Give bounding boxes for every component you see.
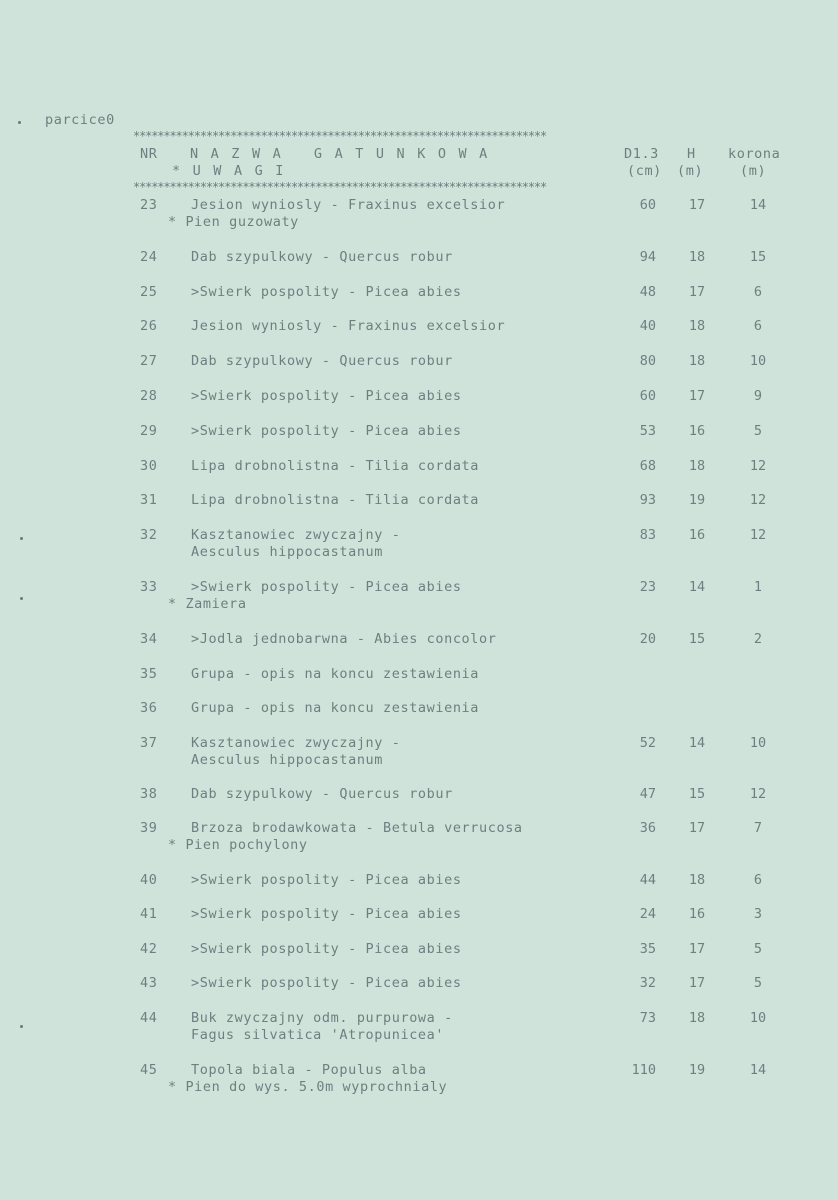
crown-value: 6 <box>753 872 763 888</box>
crown-value: 2 <box>753 631 763 647</box>
header-uwagi: * U W A G I <box>172 163 286 179</box>
row-note: * Pien pochylony <box>168 837 308 853</box>
species-name: >Swierk pospolity - Picea abies <box>191 579 462 595</box>
separator-header: ******************************************************************** <box>133 180 547 194</box>
table-row <box>0 458 838 494</box>
diameter-value: 52 <box>639 735 656 751</box>
species-name: Dab szypulkowy - Quercus robur <box>191 249 453 265</box>
crown-value: 12 <box>749 786 767 802</box>
height-value: 17 <box>688 941 706 957</box>
species-name: Grupa - opis na koncu zestawienia <box>191 700 480 716</box>
species-name: Grupa - opis na koncu zestawienia <box>191 666 480 682</box>
diameter-value: 60 <box>639 388 656 404</box>
species-name: >Swierk pospolity - Picea abies <box>191 975 462 991</box>
height-value: 18 <box>688 318 706 334</box>
species-name: >Swierk pospolity - Picea abies <box>191 906 462 922</box>
table-row <box>0 666 838 702</box>
diameter-value: 83 <box>639 527 656 543</box>
height-value: 16 <box>688 527 706 543</box>
height-value: 18 <box>688 353 706 369</box>
table-row <box>0 786 838 822</box>
diameter-value: 80 <box>639 353 656 369</box>
table-row <box>0 492 838 528</box>
table-row <box>0 423 838 459</box>
crown-value: 10 <box>749 735 767 751</box>
row-number: 23 <box>140 197 158 213</box>
crown-value: 9 <box>753 388 763 404</box>
diameter-value: 36 <box>639 820 656 836</box>
row-number: 29 <box>140 423 158 439</box>
diameter-value: 47 <box>639 786 656 802</box>
row-note: * Pien do wys. 5.0m wyprochnialy <box>168 1079 448 1095</box>
separator-top: ******************************************************************** <box>133 129 547 143</box>
crown-value: 6 <box>753 284 763 300</box>
height-value: 19 <box>688 1062 706 1078</box>
crown-value: 12 <box>749 492 767 508</box>
row-note: * Zamiera <box>168 596 247 612</box>
table-row <box>0 353 838 389</box>
table-row <box>0 906 838 942</box>
diameter-value: 110 <box>631 1062 656 1078</box>
table-row <box>0 735 838 771</box>
header-name: N A Z W A G A T U N K O W A <box>190 146 490 162</box>
header-unit-k: (m) <box>740 163 767 179</box>
row-number: 26 <box>140 318 158 334</box>
row-note: * Pien guzowaty <box>168 214 299 230</box>
species-name: Jesion wyniosly - Fraxinus excelsior <box>191 318 506 334</box>
species-name: >Swierk pospolity - Picea abies <box>191 941 462 957</box>
row-number: 27 <box>140 353 158 369</box>
height-value: 19 <box>688 492 706 508</box>
species-name: >Swierk pospolity - Picea abies <box>191 284 462 300</box>
diameter-value: 48 <box>639 284 656 300</box>
table-row <box>0 941 838 977</box>
diameter-value: 40 <box>639 318 656 334</box>
row-number: 31 <box>140 492 158 508</box>
height-value: 17 <box>688 388 706 404</box>
species-name: Buk zwyczajny odm. purpurowa - Fagus silvatica 'Atropunicea' <box>191 1010 453 1043</box>
crown-value: 10 <box>749 353 767 369</box>
height-value: 17 <box>688 284 706 300</box>
species-name: Dab szypulkowy - Quercus robur <box>191 353 453 369</box>
height-value: 17 <box>688 975 706 991</box>
table-row <box>0 284 838 320</box>
row-number: 44 <box>140 1010 158 1026</box>
row-number: 40 <box>140 872 158 888</box>
table-row <box>0 318 838 354</box>
species-name: Kasztanowiec zwyczajny - Aesculus hippocastanum <box>191 735 401 768</box>
species-name: Jesion wyniosly - Fraxinus excelsior <box>191 197 506 213</box>
table-row <box>0 700 838 736</box>
diameter-value: 32 <box>639 975 656 991</box>
crown-value: 3 <box>753 906 763 922</box>
row-number: 37 <box>140 735 158 751</box>
header-h: H <box>687 146 696 162</box>
species-name: Dab szypulkowy - Quercus robur <box>191 786 453 802</box>
crown-value: 10 <box>749 1010 767 1026</box>
height-value: 18 <box>688 872 706 888</box>
table-row <box>0 249 838 285</box>
crown-value: 1 <box>753 579 763 595</box>
table-row <box>0 631 838 667</box>
crown-value: 5 <box>753 941 763 957</box>
species-name: >Jodla jednobarwna - Abies concolor <box>191 631 497 647</box>
row-number: 34 <box>140 631 158 647</box>
height-value: 17 <box>688 197 706 213</box>
header-nr: NR <box>140 146 158 162</box>
height-value: 18 <box>688 1010 706 1026</box>
row-number: 41 <box>140 906 158 922</box>
diameter-value: 35 <box>639 941 656 957</box>
height-value: 14 <box>688 579 706 595</box>
diameter-value: 94 <box>639 249 656 265</box>
row-number: 42 <box>140 941 158 957</box>
height-value: 15 <box>688 786 706 802</box>
crown-value: 12 <box>749 458 767 474</box>
table-row <box>0 579 838 615</box>
crown-value: 5 <box>753 975 763 991</box>
row-number: 43 <box>140 975 158 991</box>
diameter-value: 68 <box>639 458 656 474</box>
table-row <box>0 1010 838 1046</box>
header-unit-d: (cm) <box>627 163 662 179</box>
row-number: 30 <box>140 458 158 474</box>
diameter-value: 53 <box>639 423 656 439</box>
row-number: 35 <box>140 666 158 682</box>
table-row <box>0 527 838 563</box>
diameter-value: 93 <box>639 492 656 508</box>
header-korona: korona <box>728 146 781 162</box>
species-name: >Swierk pospolity - Picea abies <box>191 388 462 404</box>
diameter-value: 44 <box>639 872 656 888</box>
diameter-value: 20 <box>639 631 656 647</box>
row-number: 36 <box>140 700 158 716</box>
crown-value: 14 <box>749 1062 767 1078</box>
species-name: Lipa drobnolistna - Tilia cordata <box>191 458 480 474</box>
row-number: 38 <box>140 786 158 802</box>
species-name: Brzoza brodawkowata - Betula verrucosa <box>191 820 523 836</box>
diameter-value: 24 <box>639 906 656 922</box>
table-row <box>0 975 838 1011</box>
height-value: 16 <box>688 906 706 922</box>
crown-value: 5 <box>753 423 763 439</box>
crown-value: 7 <box>753 820 763 836</box>
height-value: 15 <box>688 631 706 647</box>
species-name: >Swierk pospolity - Picea abies <box>191 423 462 439</box>
height-value: 16 <box>688 423 706 439</box>
species-name: Kasztanowiec zwyczajny - Aesculus hippocastanum <box>191 527 401 560</box>
diameter-value: 60 <box>639 197 656 213</box>
header-unit-h: (m) <box>677 163 704 179</box>
crown-value: 6 <box>753 318 763 334</box>
height-value: 18 <box>688 458 706 474</box>
margin-dot <box>18 121 21 124</box>
table-row <box>0 197 838 233</box>
crown-value: 14 <box>749 197 767 213</box>
diameter-value: 23 <box>639 579 656 595</box>
file-label: parcice0 <box>45 112 115 128</box>
row-number: 33 <box>140 579 158 595</box>
header-d13: D1.3 <box>624 146 659 162</box>
species-name: >Swierk pospolity - Picea abies <box>191 872 462 888</box>
row-number: 39 <box>140 820 158 836</box>
height-value: 18 <box>688 249 706 265</box>
diameter-value: 73 <box>639 1010 656 1026</box>
height-value: 17 <box>688 820 706 836</box>
row-number: 24 <box>140 249 158 265</box>
crown-value: 12 <box>749 527 767 543</box>
crown-value: 15 <box>749 249 767 265</box>
table-row <box>0 872 838 908</box>
table-row <box>0 1062 838 1098</box>
table-row <box>0 820 838 856</box>
row-number: 25 <box>140 284 158 300</box>
height-value: 14 <box>688 735 706 751</box>
table-row <box>0 388 838 424</box>
row-number: 32 <box>140 527 158 543</box>
species-name: Topola biala - Populus alba <box>191 1062 427 1078</box>
species-name: Lipa drobnolistna - Tilia cordata <box>191 492 480 508</box>
row-number: 45 <box>140 1062 158 1078</box>
row-number: 28 <box>140 388 158 404</box>
